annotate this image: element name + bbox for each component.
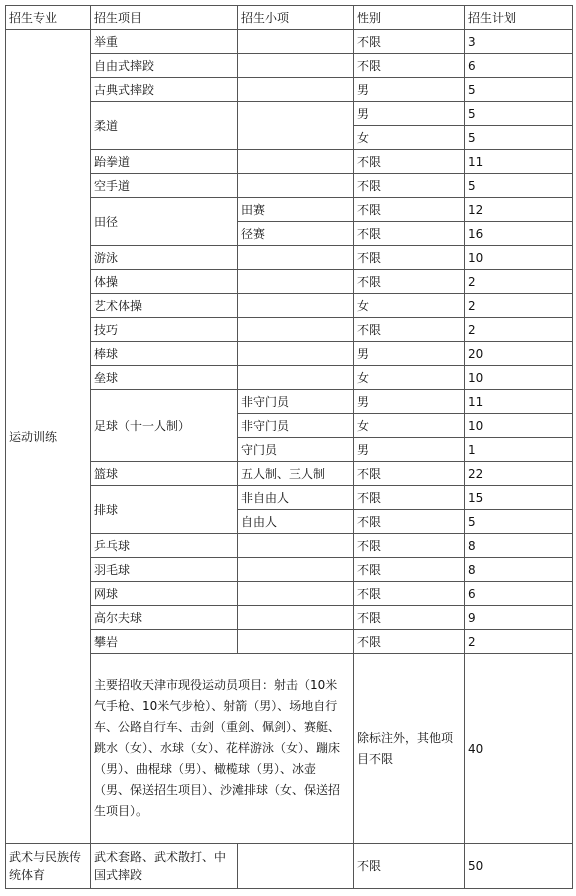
gender-cell: 男 <box>354 78 465 102</box>
plan-cell: 16 <box>465 222 573 246</box>
table-row <box>6 582 573 606</box>
header-plan: 招生计划 <box>465 6 573 30</box>
tianjin-gender-cell: 除标注外，其他项目不限 <box>354 654 465 844</box>
table-row-tianjin-athletes <box>6 654 573 844</box>
subproject-cell <box>238 342 354 366</box>
gender-cell: 不限 <box>354 486 465 510</box>
gender-cell: 不限 <box>354 630 465 654</box>
gender-cell: 男 <box>354 342 465 366</box>
subproject-cell <box>238 54 354 78</box>
plan-cell: 11 <box>465 150 573 174</box>
subproject-cell <box>238 102 354 150</box>
plan-cell: 15 <box>465 486 573 510</box>
plan-cell: 6 <box>465 582 573 606</box>
gender-cell: 不限 <box>354 462 465 486</box>
subproject-cell: 五人制、三人制 <box>238 462 354 486</box>
plan-cell: 5 <box>465 174 573 198</box>
project-cell: 自由式摔跤 <box>91 54 238 78</box>
project-cell: 跆拳道 <box>91 150 238 174</box>
subproject-cell <box>238 174 354 198</box>
project-cell: 篮球 <box>91 462 238 486</box>
table-row <box>6 246 573 270</box>
subproject-cell: 径赛 <box>238 222 354 246</box>
subproject-cell <box>238 318 354 342</box>
header-gender: 性别 <box>354 6 465 30</box>
table-row <box>6 30 573 54</box>
project-cell: 棒球 <box>91 342 238 366</box>
plan-cell: 5 <box>465 126 573 150</box>
table-row <box>6 606 573 630</box>
gender-cell: 不限 <box>354 318 465 342</box>
plan-cell: 10 <box>465 246 573 270</box>
plan-cell: 11 <box>465 390 573 414</box>
header-project: 招生项目 <box>91 6 238 30</box>
table-row <box>6 342 573 366</box>
table-row <box>6 294 573 318</box>
project-cell: 艺术体操 <box>91 294 238 318</box>
gender-cell: 不限 <box>354 270 465 294</box>
plan-cell: 9 <box>465 606 573 630</box>
subproject-cell <box>238 294 354 318</box>
project-cell: 举重 <box>91 30 238 54</box>
gender-cell: 不限 <box>354 222 465 246</box>
project-cell: 武术套路、武术散打、中国式摔跤 <box>91 844 238 889</box>
subproject-cell <box>238 78 354 102</box>
project-cell: 游泳 <box>91 246 238 270</box>
table-row <box>6 558 573 582</box>
subproject-cell: 非守门员 <box>238 414 354 438</box>
project-cell: 垒球 <box>91 366 238 390</box>
plan-cell: 8 <box>465 558 573 582</box>
header-subproject: 招生小项 <box>238 6 354 30</box>
project-cell: 田径 <box>91 198 238 246</box>
gender-cell: 不限 <box>354 30 465 54</box>
enrollment-plan-table <box>5 5 573 889</box>
table-row <box>6 78 573 102</box>
table-header-row <box>6 6 573 30</box>
table-row <box>6 390 573 414</box>
subproject-cell <box>238 246 354 270</box>
gender-cell: 女 <box>354 294 465 318</box>
subproject-cell <box>238 844 354 889</box>
table-row <box>6 534 573 558</box>
table-row <box>6 54 573 78</box>
gender-cell: 不限 <box>354 534 465 558</box>
project-cell: 空手道 <box>91 174 238 198</box>
project-cell: 网球 <box>91 582 238 606</box>
table-row <box>6 462 573 486</box>
gender-cell: 不限 <box>354 54 465 78</box>
gender-cell: 男 <box>354 390 465 414</box>
plan-cell: 10 <box>465 414 573 438</box>
major-cell-sports-training: 运动训练 <box>6 30 91 844</box>
gender-cell: 不限 <box>354 844 465 889</box>
project-cell: 排球 <box>91 486 238 534</box>
subproject-cell <box>238 582 354 606</box>
subproject-cell: 非自由人 <box>238 486 354 510</box>
table-row <box>6 198 573 222</box>
plan-cell: 20 <box>465 342 573 366</box>
subproject-cell <box>238 366 354 390</box>
gender-cell: 女 <box>354 414 465 438</box>
plan-cell: 8 <box>465 534 573 558</box>
project-cell: 高尔夫球 <box>91 606 238 630</box>
plan-cell: 5 <box>465 78 573 102</box>
table-row <box>6 366 573 390</box>
gender-cell: 女 <box>354 366 465 390</box>
project-cell: 足球（十一人制） <box>91 390 238 462</box>
subproject-cell: 非守门员 <box>238 390 354 414</box>
project-cell: 古典式摔跤 <box>91 78 238 102</box>
plan-cell: 5 <box>465 102 573 126</box>
subproject-cell <box>238 630 354 654</box>
subproject-cell <box>238 270 354 294</box>
table-row <box>6 630 573 654</box>
gender-cell: 男 <box>354 438 465 462</box>
subproject-cell: 田赛 <box>238 198 354 222</box>
table-row-martial-arts <box>6 844 573 889</box>
gender-cell: 不限 <box>354 606 465 630</box>
tianjin-projects-cell: 主要招收天津市现役运动员项目：射击（10米气手枪、10米气步枪）、射箭（男）、场地自行车、公路自行车、击剑（重剑、佩剑）、赛艇、跳水（女）、水球（女）、花样游泳（女）、蹦床（男）、曲棍球（男）、橄榄球（男）、冰壶（男、保送招生项目）、沙滩排球（女、保送招生项目）。 <box>91 654 354 844</box>
plan-cell: 6 <box>465 54 573 78</box>
plan-cell: 2 <box>465 318 573 342</box>
gender-cell: 不限 <box>354 174 465 198</box>
subproject-cell <box>238 606 354 630</box>
subproject-cell <box>238 30 354 54</box>
plan-cell: 2 <box>465 270 573 294</box>
plan-cell: 2 <box>465 630 573 654</box>
gender-cell: 男 <box>354 102 465 126</box>
project-cell: 体操 <box>91 270 238 294</box>
plan-cell: 2 <box>465 294 573 318</box>
plan-cell: 3 <box>465 30 573 54</box>
gender-cell: 不限 <box>354 150 465 174</box>
table-row <box>6 102 573 126</box>
plan-cell: 10 <box>465 366 573 390</box>
plan-cell: 12 <box>465 198 573 222</box>
gender-cell: 女 <box>354 126 465 150</box>
plan-cell: 1 <box>465 438 573 462</box>
gender-cell: 不限 <box>354 246 465 270</box>
project-cell: 羽毛球 <box>91 558 238 582</box>
tianjin-plan-cell: 40 <box>465 654 573 844</box>
subproject-cell: 守门员 <box>238 438 354 462</box>
project-cell: 技巧 <box>91 318 238 342</box>
table-row <box>6 270 573 294</box>
project-cell: 乒乓球 <box>91 534 238 558</box>
subproject-cell <box>238 558 354 582</box>
header-major: 招生专业 <box>6 6 91 30</box>
gender-cell: 不限 <box>354 582 465 606</box>
plan-cell: 50 <box>465 844 573 889</box>
subproject-cell: 自由人 <box>238 510 354 534</box>
gender-cell: 不限 <box>354 510 465 534</box>
table-row <box>6 150 573 174</box>
gender-cell: 不限 <box>354 558 465 582</box>
plan-cell: 22 <box>465 462 573 486</box>
subproject-cell <box>238 534 354 558</box>
table-row <box>6 318 573 342</box>
subproject-cell <box>238 150 354 174</box>
plan-cell: 5 <box>465 510 573 534</box>
table-row <box>6 174 573 198</box>
table-row <box>6 486 573 510</box>
gender-cell: 不限 <box>354 198 465 222</box>
project-cell: 攀岩 <box>91 630 238 654</box>
major-cell-martial-arts: 武术与民族传统体育 <box>6 844 91 889</box>
project-cell: 柔道 <box>91 102 238 150</box>
